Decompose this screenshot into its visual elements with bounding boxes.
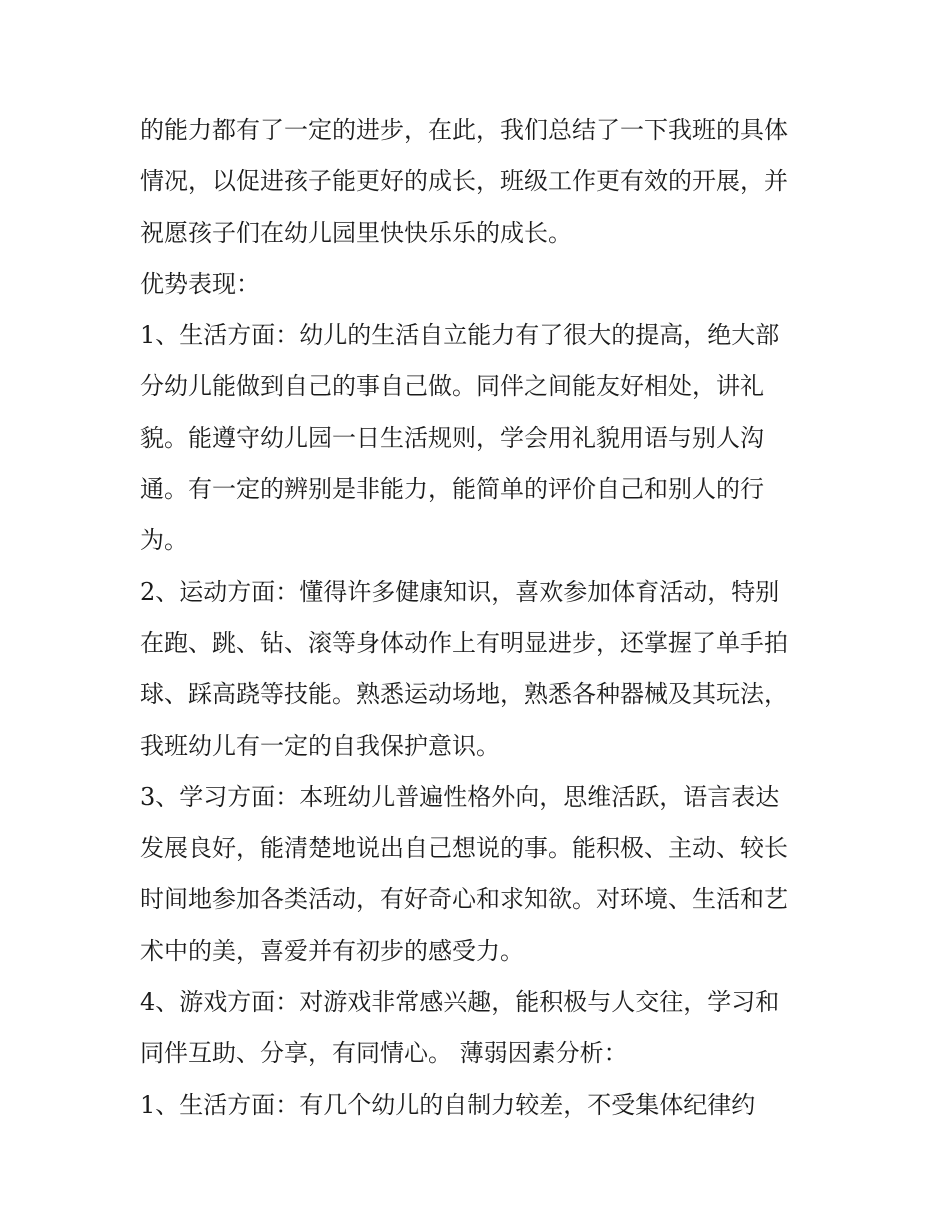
text-line: 3、学习方面：本班幼儿普遍性格外向，思维活跃，语言表达 [140,782,780,811]
text-line: 祝愿孩子们在幼儿园里快快乐乐的成长。 [140,218,572,247]
text-line: 2、运动方面：懂得许多健康知识，喜欢参加体育活动，特别 [140,577,780,606]
text-line: 通。有一定的辨别是非能力，能简单的评价自己和别人的行 [140,475,764,504]
text-line: 1、生活方面：有几个幼儿的自制力较差，不受集体纪律约 [140,1090,756,1119]
text-line: 球、踩高跷等技能。熟悉运动场地，熟悉各种器械及其玩法， [140,680,788,709]
body-text [140,105,830,1131]
text-line: 的能力都有了一定的进步，在此，我们总结了一下我班的具体 [140,116,788,144]
section-heading: 优势表现： [140,269,260,298]
text-line: 同伴互助、分享，有同情心。 薄弱因素分析： [140,1039,628,1068]
text-line: 术中的美，喜爱并有初步的感受力。 [140,936,524,965]
text-line: 发展良好，能清楚地说出自己想说的事。能积极、主动、较长 [140,834,788,863]
text-line: 为。 [140,526,188,555]
text-line: 我班幼儿有一定的自我保护意识。 [140,731,500,760]
text-line: 1、生活方面：幼儿的生活自立能力有了很大的提高，绝大部 [140,321,780,350]
text-line: 分幼儿能做到自己的事自己做。同伴之间能友好相处，讲礼 [140,372,764,401]
text-line: 貌。能遵守幼儿园一日生活规则，学会用礼貌用语与别人沟 [140,423,764,452]
text-line: 4、游戏方面：对游戏非常感兴趣，能积极与人交往，学习和 [140,988,780,1017]
text-line: 时间地参加各类活动，有好奇心和求知欲。对环境、生活和艺 [140,885,788,914]
text-line: 在跑、跳、钻、滚等身体动作上有明显进步，还掌握了单手拍 [140,628,788,657]
text-line: 情况，以促进孩子能更好的成长，班级工作更有效的开展，并 [140,167,788,196]
